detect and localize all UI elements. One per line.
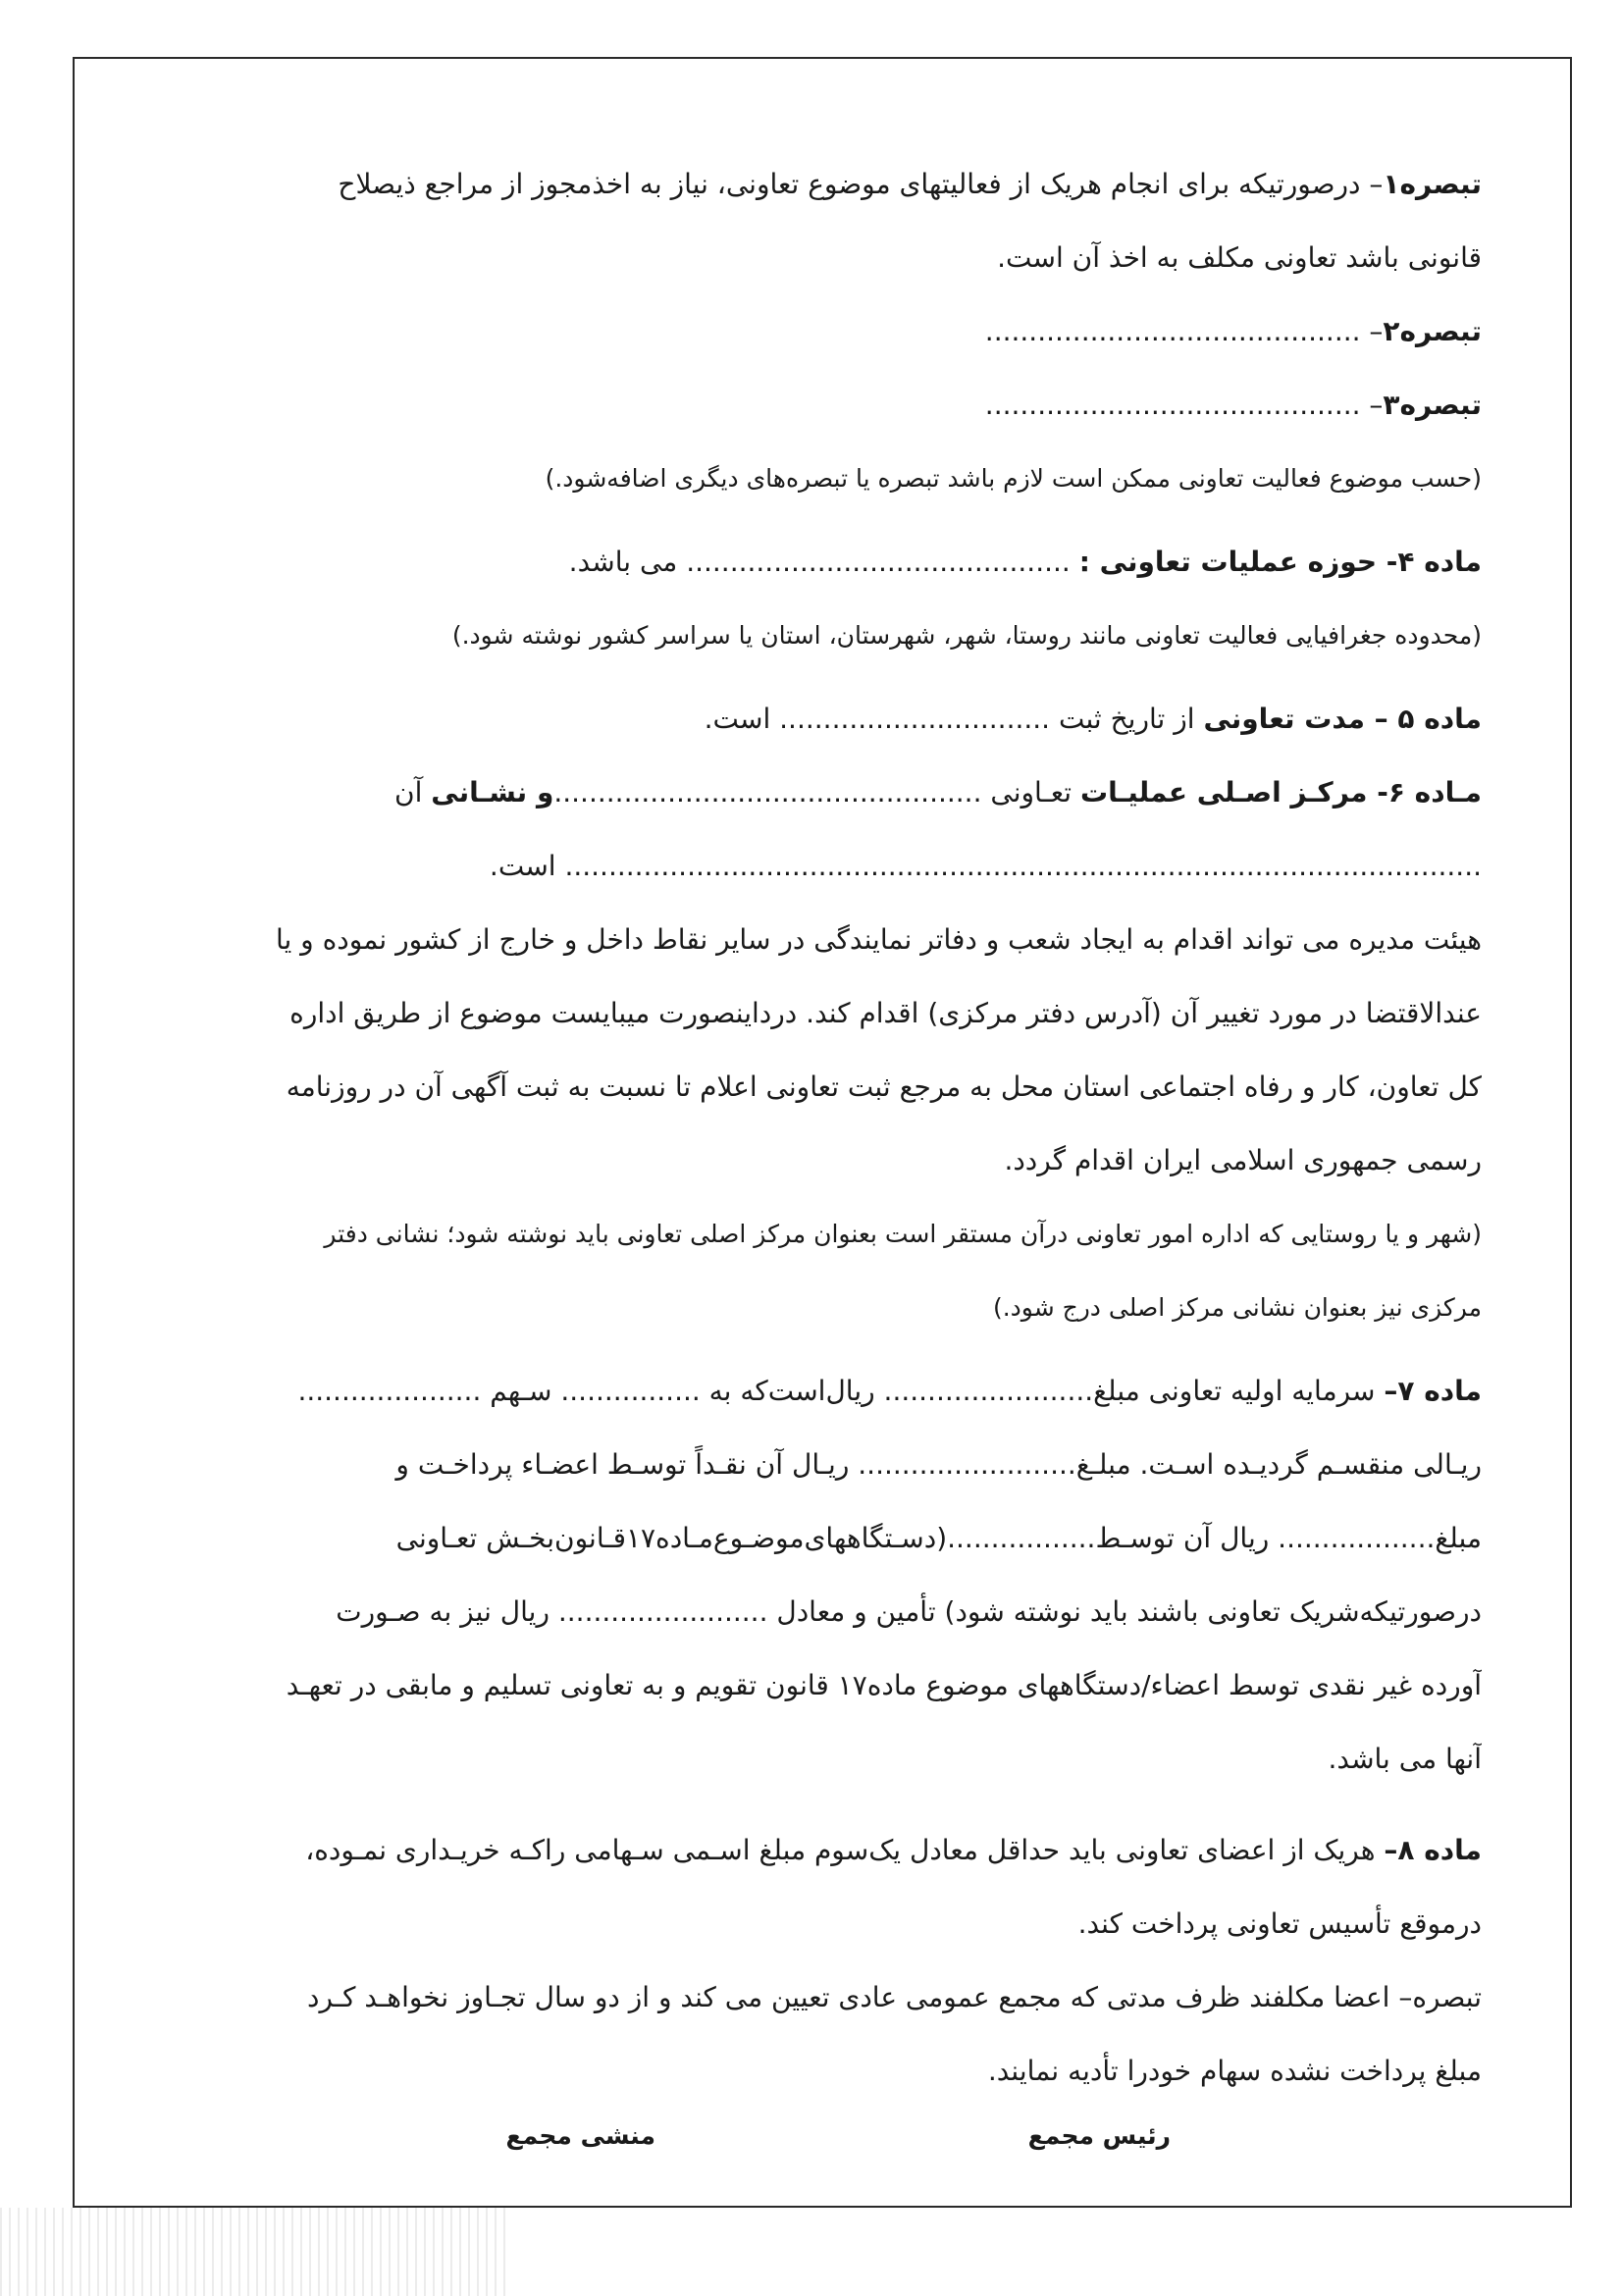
line-article-8-note-1: تبصره– اعضا مکلفند ظرف مدتی که مجمع عمومی عادی تعیین می کند و از دو سال تجـاوز نخواهـد کـرد — [307, 1981, 1482, 2013]
line-article-6-guidance-1: (شهر و یا روستایی که اداره امور تعاونی درآن مستقر است بعنوان مرکز اصلی تعاونی باید نوشته شود؛ نشانی دفتر — [324, 1220, 1482, 1248]
line-board-2: عندالاقتضا در مورد تغییر آن (آدرس دفتر مرکزی) اقدام کند. درداینصورت میبایست موضوع از طریق اداره — [289, 997, 1482, 1029]
scan-artifact — [0, 2208, 510, 2296]
line-note-1: تبصره۱– درصورتیکه برای انجام هریک از فعالیتهای موضوع تعاونی، نیاز به اخذمجوز از مراجع ذیصلاح — [338, 168, 1482, 200]
article-5-title: ماده ۵ – مدت تعاونی — [1203, 703, 1482, 735]
line-board-1: هیئت مدیره می تواند اقدام به ایجاد شعب و دفاتر نمایندگی در سایر نقاط داخل و خارج از کشور نموده و یا — [275, 923, 1482, 956]
line-article-7-cont-3: درصورتیکه‌شریک تعاونی باشند باید نوشته شود) تأمین و معادل ........................ ریال نیز به صـورت — [336, 1595, 1482, 1628]
line-article-4-guidance: (محدوده جغرافیایی فعالیت تعاونی مانند روستا، شهر، شهرستان، استان یا سراسر کشور نوشته شود.) — [451, 621, 1482, 650]
line-article-6-cont: ......................................................................................................... است. — [489, 850, 1482, 882]
line-article-6: مـاده ۶- مرکـز اصـلی عملیـات تعـاونی .................................................و نشـانی آن — [394, 776, 1482, 809]
article-8-title: ماده ۸– — [1384, 1834, 1482, 1866]
article-7-title: ماده ۷– — [1384, 1375, 1482, 1407]
line-article-4: ماده ۴- حوزه عملیات تعاونی : ............................................ می باشد. — [568, 546, 1482, 578]
signature-secretary: منشی مجمع — [505, 2121, 655, 2150]
line-article-5: ماده ۵ – مدت تعاونی از تاریخ ثبت ............................... است. — [704, 703, 1482, 735]
line-article-7-cont-2: مبلغ.................. ریال آن توسـط.................(دسـتگاههای‌موضـوع‌مـاده۱۷قـانون‌بخـش تعـاونی — [395, 1522, 1482, 1554]
line-note-3: تبصره۳– ........................................... — [984, 389, 1482, 421]
line-article-7-cont-1: ریـالی منقسـم گردیـده اسـت. مبلـغ......................... ریـال آن نقـداً توسـط اعضـاء پرداخـت و — [395, 1448, 1482, 1481]
line-article-8-note-2: مبلغ پرداخت نشده سهام خودرا تأدیه نمایند. — [987, 2055, 1482, 2087]
signature-row — [0, 2121, 1622, 2161]
line-note-2: تبصره۲– ........................................... — [984, 315, 1482, 347]
line-note-1-cont: قانونی باشد تعاونی مکلف به اخذ آن است. — [997, 241, 1482, 274]
line-article-6-guidance-2: مرکزی نیز بعنوان نشانی مرکز اصلی درج شود.) — [992, 1293, 1482, 1322]
line-board-3: کل تعاون، کار و رفاه اجتماعی استان محل به مرجع ثبت تعاونی اعلام تا نسبت به ثبت آگهی آن در روزنامه — [286, 1070, 1482, 1103]
article-4-title: ماده ۴- حوزه عملیات تعاونی : — [1078, 546, 1482, 578]
document-body — [157, 147, 1482, 2108]
note-1-label: تبصره۱ — [1383, 168, 1482, 200]
line-article-7-cont-5: آنها می باشد. — [1328, 1743, 1482, 1775]
line-board-4: رسمی جمهوری اسلامی ایران اقدام گردد. — [1004, 1144, 1482, 1176]
line-article-7-cont-4: آورده غیر نقدی توسط اعضاء/دستگاههای موضوع ماده۱۷ قانون تقویم و به تعاونی تسلیم و مابقی در تعهـد — [286, 1669, 1482, 1701]
line-note-guidance: (حسب موضوع فعالیت تعاونی ممکن است لازم باشد تبصره یا تبصره‌های دیگری اضافه‌شود.) — [545, 464, 1482, 493]
article-6-title: مـاده ۶- مرکـز اصـلی عملیـات — [1079, 776, 1482, 809]
line-article-8: ماده ۸– هریک از اعضای تعاونی باید حداقل معادل یک‌سوم مبلغ اسـمی سـهامی راکـه خریـداری نمـوده، — [305, 1834, 1482, 1866]
line-article-8-cont: درموقع تأسیس تعاونی پرداخت کند. — [1077, 1907, 1482, 1940]
line-article-7: ماده ۷– سرمایه اولیه تعاونی مبلغ........................ ریال‌است‌که به ................ سـهم ..................... — [297, 1375, 1482, 1407]
signature-chair: رئیس مجمع — [1027, 2121, 1171, 2150]
